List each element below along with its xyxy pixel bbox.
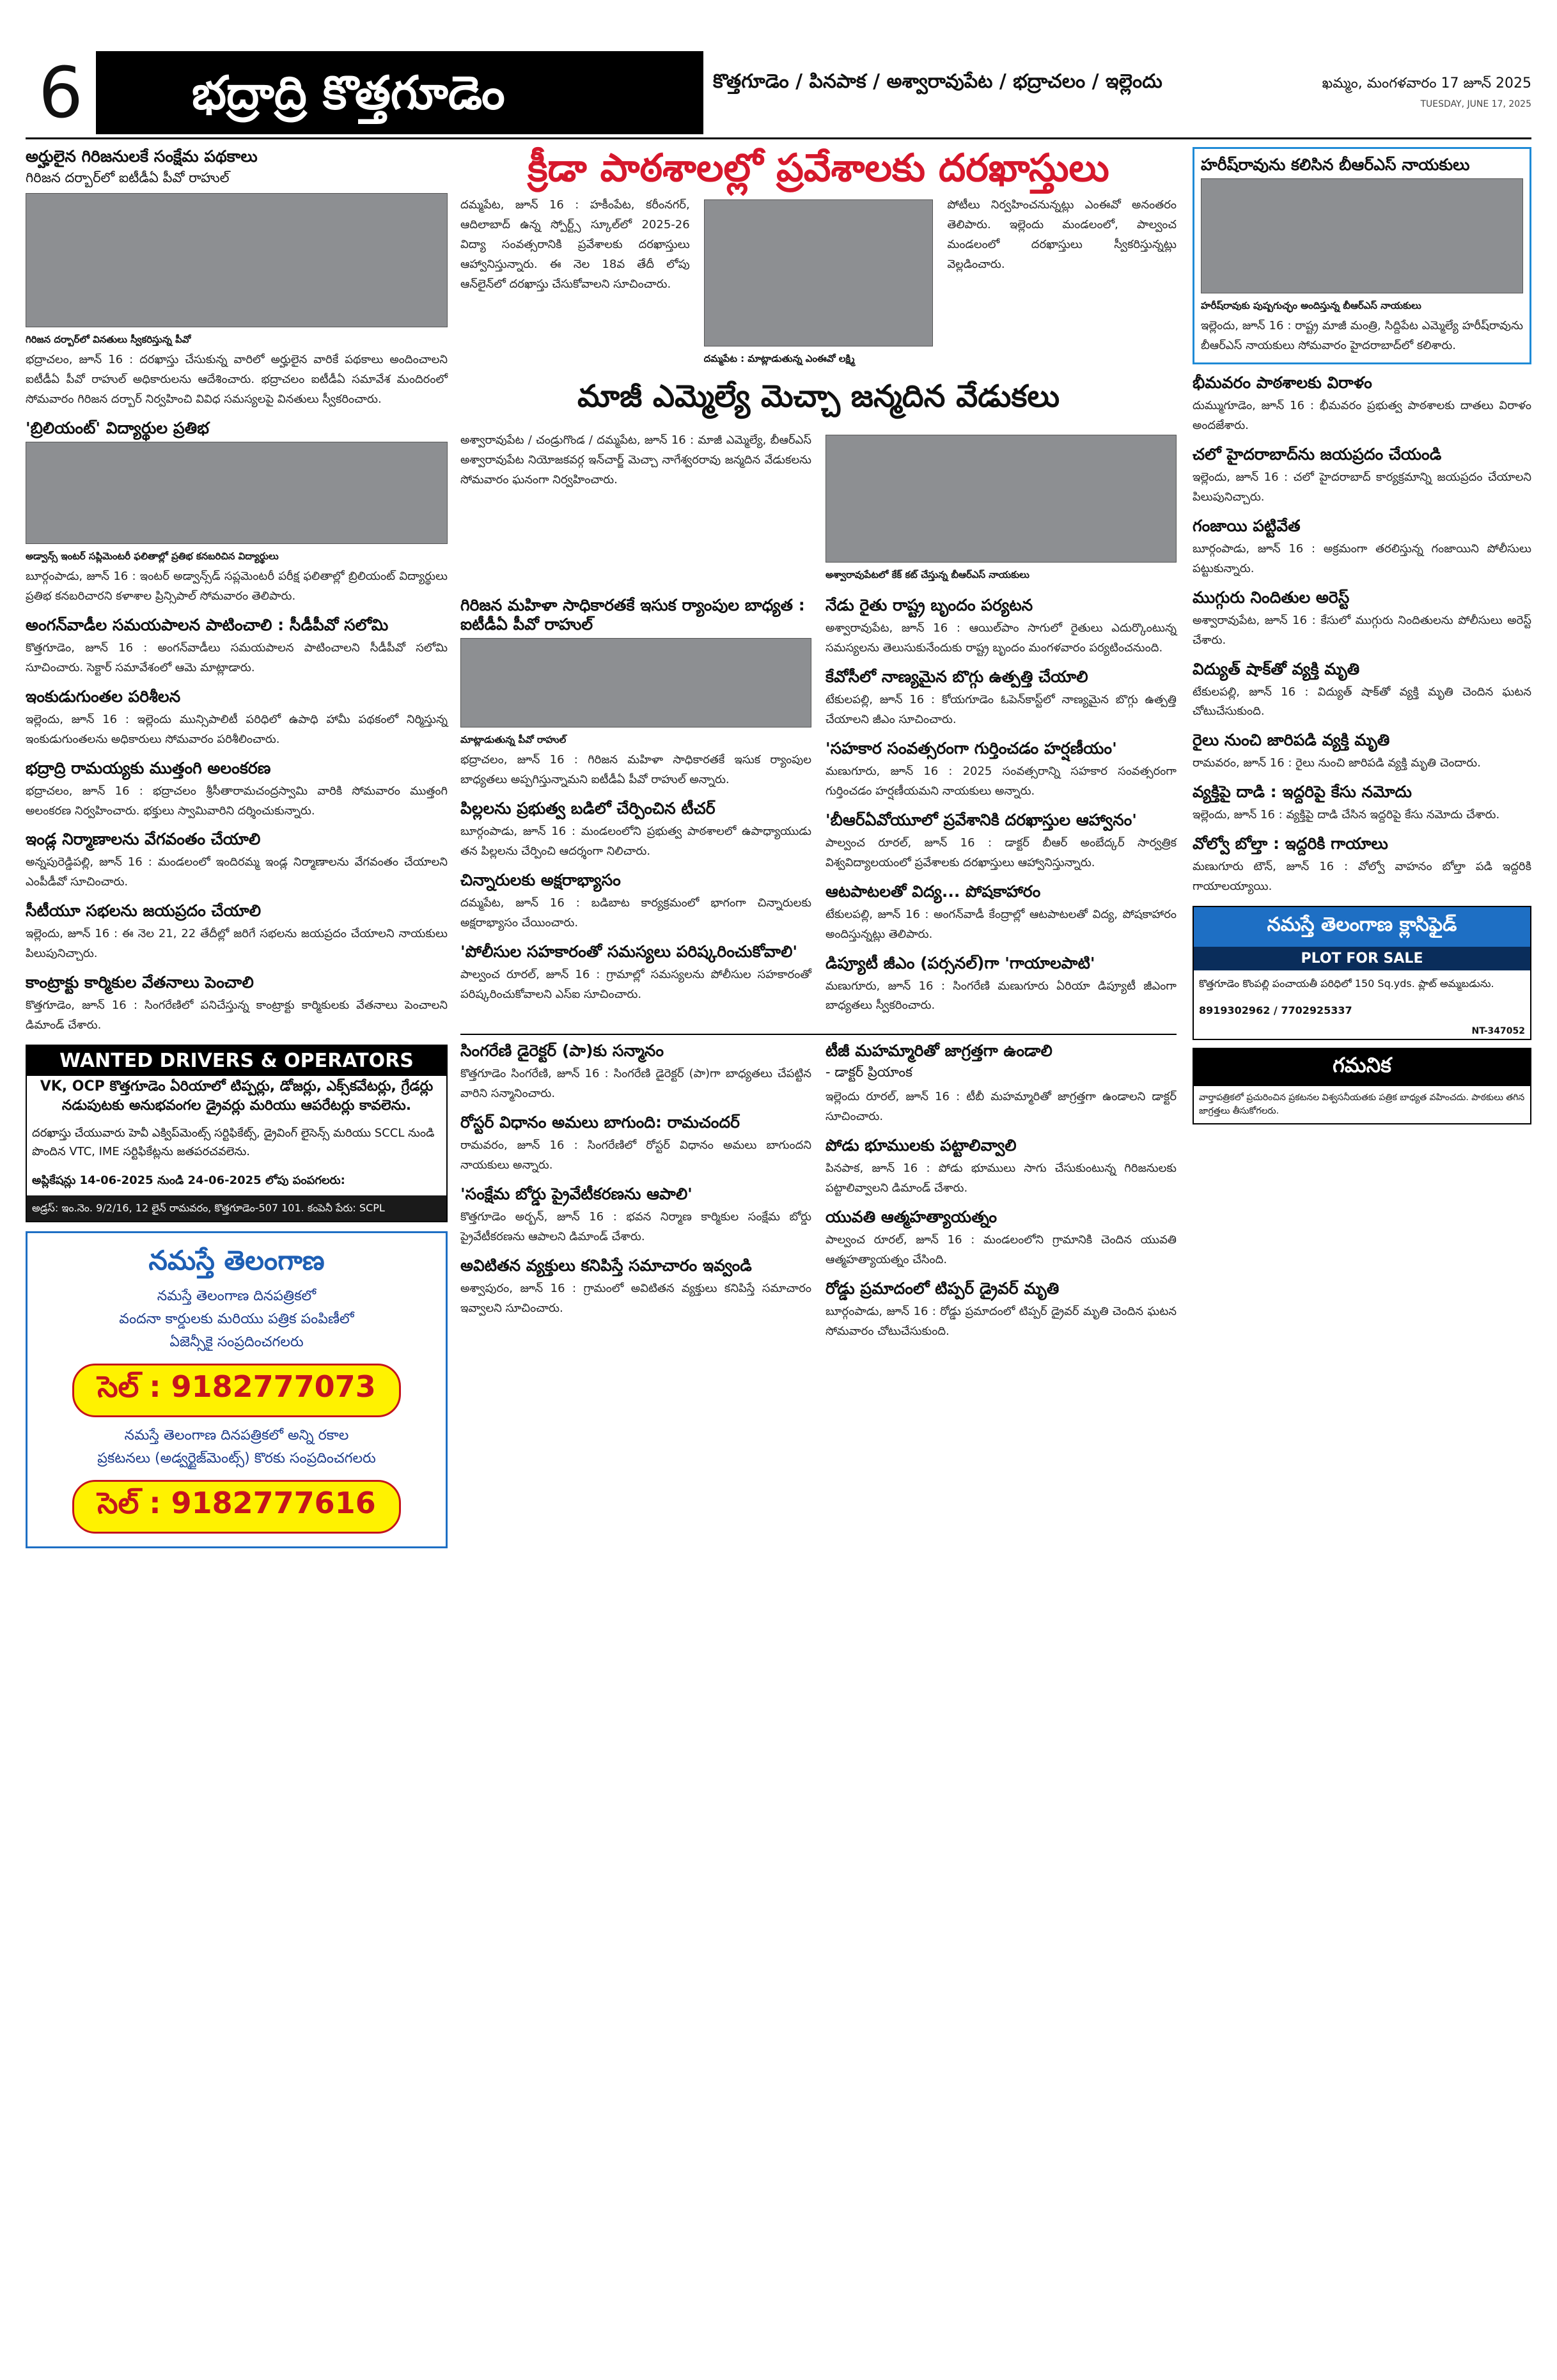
article bbox=[460, 942, 811, 1005]
ad-line: నమస్తే తెలంగాణ దినపత్రికలో bbox=[157, 1287, 317, 1304]
date-english: TUESDAY, JUNE 17, 2025 bbox=[1420, 99, 1531, 109]
article-body: బూర్గంపాడు, జూన్ 16 : అక్రమంగా తరలిస్తున్న గంజాయిని పోలీసులు పట్టుకున్నారు. bbox=[1193, 541, 1531, 575]
article-headline: హరీష్‌రావును కలిసిన బీఆర్ఎస్ నాయకులు bbox=[1201, 155, 1470, 174]
main-headline: క్రీడా పాఠశాలల్లో ప్రవేశాలకు దరఖాస్తులు bbox=[528, 146, 1109, 191]
article-body: భద్రాచలం, జూన్ 16 : భద్రాచలం శ్రీసీతారామచంద్రస్వామి వారికి సోమవారం ముత్తంగి అలంకరణ నిర్వహించారు. భక్తులు స్వామివారిని దర్శించుకున్నారు. bbox=[26, 784, 448, 818]
article-headline: విద్యుత్ షాక్‌తో వ్యక్తి మృతి bbox=[1193, 659, 1360, 678]
article-body: ఇల్లెందు, జూన్ 16 : ఈ నెల 21, 22 తేదీల్లో జరిగే సభలను జయప్రదం చేయాలని నాయకులు పిలుపునిచ్చారు. bbox=[26, 927, 448, 961]
classified-body: కొత్తగూడెం కొంపల్లి పంచాయతీ పరిధిలో 150 Sq.yds. ప్లాట్ అమ్మబడును. bbox=[1199, 977, 1494, 990]
middle-stories bbox=[460, 596, 1177, 1025]
namasthe-telangana-ad bbox=[26, 1231, 448, 1548]
article bbox=[26, 973, 448, 1036]
article-headline: 'సంక్షేమ బోర్డు ప్రైవేటీకరణను ఆపాలి' bbox=[460, 1185, 692, 1204]
phone-number: సెల్ : 9182777616 bbox=[72, 1480, 400, 1534]
ad-title: WANTED DRIVERS & OPERATORS bbox=[27, 1046, 446, 1076]
article-body: దమ్మపేట, జూన్ 16 : హకీంపేట, కరీంనగర్, ఆదిలాబాద్ ఉన్న స్పోర్ట్స్ స్కూల్‌లో 2025-26 విద్యా సంవత్సరానికి ప్రవేశాలకు దరఖాస్తులు ఆహ్వానిస్తున్నారు. ఈ నెల 18వ తేదీ లోపు ఆన్‌లైన్‌లో దరఖాస్తు చేసుకోవాలని సూచించారు. bbox=[460, 198, 690, 291]
article-headline: చలో హైదరాబాద్‌ను జయప్రదం చేయండి bbox=[1193, 444, 1442, 463]
student-photos bbox=[26, 442, 448, 544]
notice-title: గమనిక bbox=[1194, 1049, 1530, 1086]
photo-caption: దమ్మపేట : మాట్లాడుతున్న ఎంఈవో లక్ష్మి bbox=[703, 353, 855, 364]
article-headline: భద్రాద్రి రామయ్యకు ముత్తంగి అలంకరణ bbox=[26, 758, 271, 777]
article bbox=[825, 882, 1177, 945]
article-headline: డిప్యూటీ జీఎం (పర్సనల్)గా 'గాయాలపాటి' bbox=[825, 953, 1095, 972]
article-body: కొత్తగూడెం సింగరేణి, జూన్ 16 : సింగరేణి డైరెక్టర్ (పా)గా బాధ్యతలు చేపట్టిన వారిని సన్మానించారు. bbox=[460, 1067, 811, 1101]
article-body: మణుగూరు, జూన్ 16 : సింగరేణి మణుగూరు ఏరియా డిప్యూటీ జీఎంగా బాధ్యతలు స్వీకరించారు. bbox=[825, 979, 1177, 1013]
nt-logo: నమస్తే తెలంగాణ bbox=[148, 1244, 325, 1276]
article-body: పాల్వంచ రూరల్, జూన్ 16 : మండలంలోని గ్రామానికి చెందిన యువతి ఆత్మహత్యాయత్నం చేసింది. bbox=[825, 1233, 1177, 1267]
article bbox=[1193, 782, 1531, 825]
classified-tag: PLOT FOR SALE bbox=[1194, 947, 1530, 970]
article bbox=[1193, 517, 1531, 579]
article-photo bbox=[460, 638, 811, 727]
article-body: బూర్గంపాడు, జూన్ 16 : రోడ్డు ప్రమాదంలో టిప్పర్ డ్రైవర్ మృతి చెందిన ఘటన సోమవారం చోటుచేసుకుంది. bbox=[825, 1305, 1177, 1339]
article bbox=[825, 1279, 1177, 1342]
ad-dates: అప్లికేషన్లు 14-06-2025 నుండి 24-06-2025 లోపు పంపగలరు: bbox=[32, 1173, 345, 1187]
article-body: ఇల్లెందు, జూన్ 16 : వ్యక్తిపై దాడి చేసిన ఇద్దరిపై కేసు నమోదు చేశారు. bbox=[1193, 808, 1500, 822]
left-column bbox=[26, 147, 448, 1548]
ad-line: ప్రకటనలు (అడ్వర్టైజ్‌మెంట్స్) కొరకు సంప్రదించగలరు bbox=[97, 1450, 376, 1466]
article-body: అశ్వారావుపేట, జూన్ 16 : ఆయిల్‌పాం సాగులో రైతులు ఎదుర్కొంటున్న సమస్యలను తెలుసుకునేందుకు రాష్ట్ర బృందం మంగళవారం పర్యటించనుంది. bbox=[825, 621, 1177, 655]
masthead bbox=[26, 51, 1531, 134]
article-byline: - డాక్టర్ ప్రియాంక bbox=[825, 1064, 912, 1080]
ad-body: దరఖాస్తు చేయువారు హెవీ ఎక్విప్‌మెంట్స్ సర్టిఫికేట్స్, డ్రైవింగ్ లైసెన్స్ మరియు SCCL నుండి పొందిన VTC, IME సర్టిఫికేట్లను జతపరచవలెను. bbox=[32, 1126, 435, 1158]
article-body: పోటీలు నిర్వహించనున్నట్లు ఎంఈవో అనంతరం తెలిపారు. ఇల్లెందు మండలంలో, పాల్వంచ మండలంలో దరఖాస్తులు స్వీకరిస్తున్నట్లు వెల్లడించారు. bbox=[947, 198, 1177, 271]
article bbox=[26, 616, 448, 678]
article bbox=[460, 871, 811, 933]
article-headline: సీటీయూ సభలను జయప్రదం చేయాలి bbox=[26, 901, 262, 921]
article-headline: ఇంకుడుగుంతల పరిశీలన bbox=[26, 687, 181, 706]
photo-caption: అడ్వాన్స్ ఇంటర్ సప్లిమెంటరీ ఫలితాల్లో ప్రతిభ కనబరిచిన విద్యార్థులు bbox=[26, 550, 279, 562]
article-headline: రోస్టర్ విధానం అమలు బాగుంది: రామచందర్ bbox=[460, 1113, 740, 1132]
phone-number: సెల్ : 9182777073 bbox=[72, 1364, 400, 1417]
article-photo bbox=[825, 435, 1177, 563]
article-body: రామవరం, జూన్ 16 : రైలు నుంచి జారిపడి వ్యక్తి మృతి చెందారు. bbox=[1193, 756, 1481, 770]
article-headline: టీజీ మహమ్మారితో జాగ్రత్తగా ఉండాలి bbox=[825, 1041, 1052, 1061]
article bbox=[825, 667, 1177, 730]
lead-photo-block bbox=[704, 196, 934, 369]
article bbox=[825, 739, 1177, 802]
article-headline: రోడ్డు ప్రమాదంలో టిప్పర్ డ్రైవర్ మృతి bbox=[825, 1279, 1060, 1298]
article-body: భద్రాచలం, జూన్ 16 : గిరిజన మహిళా సాధికారతకే ఇసుక ర్యాంపుల బాధ్యతలు అప్పగిస్తున్నామని ఐటీడీఏ పీవో రాహుల్ అన్నారు. bbox=[460, 753, 811, 786]
article-headline: ఆటపాటలతో విద్య... పోషకాహారం bbox=[825, 882, 1041, 901]
photo-caption: మాట్లాడుతున్న పీవో రాహుల్ bbox=[460, 734, 567, 745]
header-rule bbox=[26, 137, 1531, 139]
article-headline: అవిటితన వ్యక్తులు కనిపిస్తే సమాచారం ఇవ్వండి bbox=[460, 1256, 752, 1275]
article bbox=[26, 687, 448, 750]
article bbox=[26, 147, 448, 410]
article bbox=[1193, 373, 1531, 436]
page-number: 6 bbox=[38, 52, 83, 134]
boxed-article bbox=[1193, 147, 1531, 364]
secondary-headline: మాజీ ఎమ్మెల్యే మెచ్చా జన్మదిన వేడుకలు bbox=[577, 378, 1060, 414]
article-body: అశ్వారావుపేట / చండ్రుగొండ / దమ్మపేట, జూన్ 16 : మాజీ ఎమ్మెల్యే, బీఆర్ఎస్ అశ్వారావుపేట నియోజకవర్గ ఇన్‌చార్జ్ మెచ్చా నాగేశ్వరరావు జన్మదిన వేడుకలను సోమవారం ఘనంగా నిర్వహించారు. bbox=[460, 433, 811, 486]
article-headline: భీమవరం పాఠశాలకు విరాళం bbox=[1193, 373, 1372, 392]
ad-line: ఏజెన్సీకై సంప్రదించగలరు bbox=[169, 1334, 304, 1350]
article-headline: పోడు భూములకు పట్టాలివ్వాలి bbox=[825, 1136, 1017, 1155]
article-headline: రైలు నుంచి జారిపడి వ్యక్తి మృతి bbox=[1193, 731, 1390, 750]
middle-columns bbox=[460, 147, 1177, 1351]
classified-phone: 8919302962 / 7702925337 bbox=[1199, 1004, 1352, 1016]
mla-photo-block bbox=[825, 431, 1177, 586]
article-body: అశ్వారావుపేట, జూన్ 16 : కేసులో ముగ్గురు నిందితులను పోలీసులు అరెస్ట్ చేశారు. bbox=[1193, 613, 1531, 647]
article-body: కొత్తగూడెం అర్బన్, జూన్ 16 : భవన నిర్మాణ కార్మికుల సంక్షేమ బోర్డు ప్రైవేటీకరణను ఆపాలని డిమాండ్ చేశారు. bbox=[460, 1210, 811, 1244]
article-body: టేకులపల్లి, జూన్ 16 : అంగన్‌వాడీ కేంద్రాల్లో ఆటపాటలతో విద్య, పోషకాహారం అందిస్తున్నట్లు తెలిపారు. bbox=[825, 907, 1177, 941]
mla-story bbox=[460, 431, 1177, 586]
middle-right-stack bbox=[825, 596, 1177, 1025]
article bbox=[1193, 660, 1531, 722]
article-body: రామవరం, జూన్ 16 : సింగరేణిలో రోస్టర్ విధానం అమలు బాగుందని నాయకులు అన్నారు. bbox=[460, 1139, 811, 1172]
article-body: ఇల్లెందు, జూన్ 16 : రాష్ట్ర మాజీ మంత్రి, సిద్దిపేట ఎమ్మెల్యే హరీష్‌రావును బీఆర్ఎస్ నాయకులు సోమవారం హైదరాబాద్‌లో కలిశారు. bbox=[1201, 319, 1523, 352]
notice-body: వార్తాపత్రికలో ప్రచురించిన ప్రకటనల విశ్వసనీయతకు పత్రిక బాధ్యత వహించదు. పాఠకులు తగిన జాగ్రత్తలు తీసుకోగలరు. bbox=[1199, 1093, 1525, 1117]
article-body: టేకులపల్లి, జూన్ 16 : కోయగూడెం ఓపెన్‌కాస్ట్‌లో నాణ్యమైన బొగ్గు ఉత్పత్తి చేయాలని జీఎం సూచించారు. bbox=[825, 692, 1177, 726]
article bbox=[1193, 731, 1531, 774]
article-headline: ఇండ్ల నిర్మాణాలను వేగవంతం చేయాలి bbox=[26, 830, 261, 849]
date-telugu: ఖమ్మం, మంగళవారం 17 జూన్ 2025 bbox=[1322, 75, 1531, 91]
article bbox=[825, 596, 1177, 658]
article-body: పాల్వంచ రూరల్, జూన్ 16 : డాక్టర్ బీఆర్ అంబేద్కర్ సార్వత్రిక విశ్వవిద్యాలయంలో ప్రవేశాలకు దరఖాస్తులు ఆహ్వానిస్తున్నారు. bbox=[825, 836, 1177, 869]
wanted-drivers-ad bbox=[26, 1045, 448, 1222]
article-photo bbox=[26, 193, 448, 327]
article-body: కొత్తగూడెం, జూన్ 16 : అంగన్‌వాడీలు సమయపాలన పాటించాలని సీడీపీవో సలోమి సూచించారు. సెక్టార్ సమావేశంలో ఆమె మాట్లాడారు. bbox=[26, 641, 448, 674]
photo-caption: గిరిజన దర్బార్‌లో వినతులు స్వీకరిస్తున్న పీవో bbox=[26, 334, 191, 345]
article-body: అన్నపురెడ్డిపల్లి, జూన్ 16 : మండలంలో ఇందిరమ్మ ఇండ్ల నిర్మాణాలను వేగవంతం చేయాలని ఎంపీడీవో సూచించారు. bbox=[26, 855, 448, 889]
bottom-right-stack bbox=[825, 1041, 1177, 1351]
article bbox=[825, 954, 1177, 1016]
article bbox=[460, 1113, 811, 1176]
article-body: అశ్వాపురం, జూన్ 16 : గ్రామంలో అవిటితన వ్యక్తులు కనిపిస్తే సమాచారం ఇవ్వాలని సూచించారు. bbox=[460, 1282, 811, 1316]
right-column bbox=[1193, 147, 1531, 1124]
article-headline: నేడు రైతు రాష్ట్ర బృందం పర్యటన bbox=[825, 596, 1033, 614]
page-title: భద్రాద్రి కొత్తగూడెం bbox=[96, 51, 703, 134]
article bbox=[460, 1185, 811, 1247]
article-headline: ముగ్గురు నిందితుల అరెస్ట్ bbox=[1193, 587, 1350, 607]
article-headline: 'బీఆర్‌ఏవోయూలో ప్రవేశానికి దరఖాస్తుల ఆహ్వానం' bbox=[825, 810, 1137, 829]
middle-left-stack bbox=[460, 596, 811, 1025]
article-headline: వ్యక్తిపై దాడి : ఇద్దరిపై కేసు నమోదు bbox=[1193, 782, 1412, 802]
article-headline: గంజాయి పట్టివేత bbox=[1193, 516, 1301, 535]
article bbox=[825, 1041, 1177, 1127]
classified-ad bbox=[1193, 906, 1531, 1040]
article bbox=[1193, 834, 1531, 897]
article bbox=[825, 1136, 1177, 1199]
bottom-left-stack bbox=[460, 1041, 811, 1351]
ad-line: వందనా కార్డులకు మరియు పత్రిక పంపిణీలో bbox=[119, 1311, 354, 1327]
article-body: మణుగూరు, జూన్ 16 : 2025 సంవత్సరాన్ని సహకార సంవత్సరంగా గుర్తించడం హర్షణీయమని నాయకులు అన్నారు. bbox=[825, 764, 1177, 798]
article-headline: కేవోసీలో నాణ్యమైన బొగ్గు ఉత్పత్తి చేయాలి bbox=[825, 667, 1088, 686]
article-subhead: గిరిజన దర్బార్‌లో ఐటీడీఏ పీవో రాహుల్ bbox=[26, 170, 230, 185]
article bbox=[26, 901, 448, 964]
article bbox=[460, 1256, 811, 1319]
article-headline: 'సహకార సంవత్సరంగా గుర్తించడం హర్షణీయం' bbox=[825, 738, 1117, 758]
photo-caption: హరీష్‌రావుకు పుష్పగుచ్ఛం అందిస్తున్న బీఆర్ఎస్ నాయకులు bbox=[1201, 300, 1421, 311]
article-headline: యువతి ఆత్మహత్యాయత్నం bbox=[825, 1208, 998, 1227]
classified-code: NT-347052 bbox=[1471, 1026, 1525, 1037]
article-body: పినపాక, జూన్ 16 : పోడు భూములు సాగు చేసుకుంటున్న గిరిజనులకు పట్టాలివ్వాలని డిమాండ్ చేశారు. bbox=[825, 1162, 1177, 1195]
article bbox=[825, 1208, 1177, 1270]
article-body: పాల్వంచ రూరల్, జూన్ 16 : గ్రామాల్లో సమస్యలను పోలీసుల సహకారంతో పరిష్కరించుకోవాలని ఎస్ఐ సూచించారు. bbox=[460, 967, 811, 1001]
article-headline: 'బ్రిలియంట్' విద్యార్థుల ప్రతిభ bbox=[26, 418, 209, 437]
region-places: కొత్తగూడెం / పినపాక / అశ్వారావుపేట / భద్రాచలం / ఇల్లెందు bbox=[713, 70, 1162, 93]
article-headline: కాంట్రాక్టు కార్మికుల వేతనాలు పెంచాలి bbox=[26, 973, 254, 992]
article-body: భద్రాచలం, జూన్ 16 : దరఖాస్తు చేసుకున్న వారిలో అర్హులైన వారికే పథకాలు అందించాలని ఐటీడీఏ పీవో రాహుల్ అధికారులను ఆదేశించారు. భద్రాచలం ఐటీడీఏ సమావేశ మందిరంలో సోమవారం గిరిజన దర్బార్ నిర్వహించి వివిధ సమస్యలపై వినతులు స్వీకరించారు. bbox=[26, 353, 448, 406]
article bbox=[26, 419, 448, 607]
article bbox=[1193, 445, 1531, 508]
article-body: ఇల్లెందు, జూన్ 16 : ఇల్లెందు మున్సిపాలిటీ పరిధిలో ఉపాధి హామీ పథకంలో నిర్మిస్తున్న ఇంకుడుగుంతలను అధికారులు సోమవారం పరిశీలించారు. bbox=[26, 712, 448, 746]
article-headline: గిరిజన మహిళా సాధికారతకే ఇసుక ర్యాంపుల బాధ్యత : ఐటీడీఏ పీవో రాహుల్ bbox=[460, 596, 805, 634]
article-photo bbox=[1201, 178, 1523, 293]
article-headline: సింగరేణి డైరెక్టర్ (పా)కు సన్మానం bbox=[460, 1041, 664, 1061]
photo-caption: అశ్వారావుపేటలో కేక్ కట్ చేస్తున్న బీఆర్ఎస్ నాయకులు bbox=[825, 569, 1029, 580]
classified-logo: నమస్తే తెలంగాణ క్లాసిఫైడ్ bbox=[1194, 907, 1530, 947]
article-photo bbox=[704, 199, 934, 346]
article-body: మణుగూరు టౌన్, జూన్ 16 : వోల్వో వాహనం బోల్తా పడి ఇద్దరికి గాయాలయ్యాయి. bbox=[1193, 860, 1531, 894]
article-headline: అంగన్‌వాడీల సమయపాలన పాటించాలి : సీడీపీవో సలోమి bbox=[26, 615, 389, 634]
article-body: దమ్మపేట, జూన్ 16 : బడిబాట కార్యక్రమంలో భాగంగా చిన్నారులకు అక్షరాభ్యాసం చేయించారు. bbox=[460, 896, 811, 929]
article-body: ఇల్లెందు రూరల్, జూన్ 16 : టీబీ మహమ్మారితో జాగ్రత్తగా ఉండాలని డాక్టర్ సూచించారు. bbox=[825, 1090, 1177, 1124]
article-headline: పిల్లలను ప్రభుత్వ బడిలో చేర్పించిన టీచర్ bbox=[460, 798, 716, 818]
article bbox=[26, 759, 448, 821]
article-body: బూర్గంపాడు, జూన్ 16 : మండలంలోని ప్రభుత్వ పాఠశాలలో ఉపాధ్యాయుడు తన పిల్లలను చేర్పించి ఆదర్శంగా నిలిచారు. bbox=[460, 824, 811, 858]
article-headline: చిన్నారులకు అక్షరాభ్యాసం bbox=[460, 870, 621, 889]
article bbox=[460, 596, 811, 790]
ad-line: నమస్తే తెలంగాణ దినపత్రికలో అన్ని రకాల bbox=[124, 1427, 349, 1443]
bottom-stories bbox=[460, 1034, 1177, 1351]
article-body: ఇల్లెందు, జూన్ 16 : చలో హైదరాబాద్ కార్యక్రమాన్ని జయప్రదం చేయాలని పిలుపునిచ్చారు. bbox=[1193, 470, 1531, 504]
article bbox=[825, 811, 1177, 873]
ad-subtitle: VK, OCP కొత్తగూడెం ఏరియాలో టిప్పర్లు, డోజర్లు, ఎక్స్‌కవేటర్లు, గ్రేడర్లు నడుపుటకు అనుభవంగల డ్రైవర్లు మరియు ఆపరేటర్లు కావలెను. bbox=[40, 1078, 434, 1114]
article-headline: 'పోలీసుల సహకారంతో సమస్యలు పరిష్కరించుకోవాలి' bbox=[460, 942, 798, 961]
article-body: టేకులపల్లి, జూన్ 16 : విద్యుత్ షాక్‌తో వ్యక్తి మృతి చెందిన ఘటన చోటుచేసుకుంది. bbox=[1193, 685, 1531, 719]
article bbox=[1193, 588, 1531, 651]
article bbox=[460, 1041, 811, 1104]
lead-story bbox=[460, 196, 1177, 369]
article-body: దుమ్ముగూడెం, జూన్ 16 : భీమవరం ప్రభుత్వ పాఠశాలకు దాతలు విరాళం అందజేశారు. bbox=[1193, 398, 1531, 432]
article bbox=[460, 799, 811, 862]
article-body: కొత్తగూడెం, జూన్ 16 : సింగరేణిలో పనిచేస్తున్న కాంట్రాక్టు కార్మికులకు వేతనాలు పెంచాలని డిమాండ్ చేశారు. bbox=[26, 999, 448, 1032]
article-body: బూర్గంపాడు, జూన్ 16 : ఇంటర్ అడ్వాన్స్‌డ్ సప్లమెంటరీ పరీక్ష ఫలితాల్లో బ్రిలియంట్ విద్యార్థులు ప్రతిభ కనబరిచారని కళాశాల ప్రిన్సిపాల్ సోమవారం తెలిపారు. bbox=[26, 569, 448, 603]
article bbox=[26, 830, 448, 892]
article-headline: అర్హులైన గిరిజనులకే సంక్షేమ పథకాలు bbox=[26, 147, 258, 166]
article-headline: వోల్వో బోల్తా : ఇద్దరికి గాయాలు bbox=[1193, 834, 1388, 853]
notice-box bbox=[1193, 1048, 1531, 1124]
ad-address: అడ్రస్: ఇం.నెం. 9/2/16, 12 లైన్ రామవరం, కొత్తగూడెం-507 101. కంపెనీ పేరు: SCPL bbox=[27, 1195, 446, 1221]
